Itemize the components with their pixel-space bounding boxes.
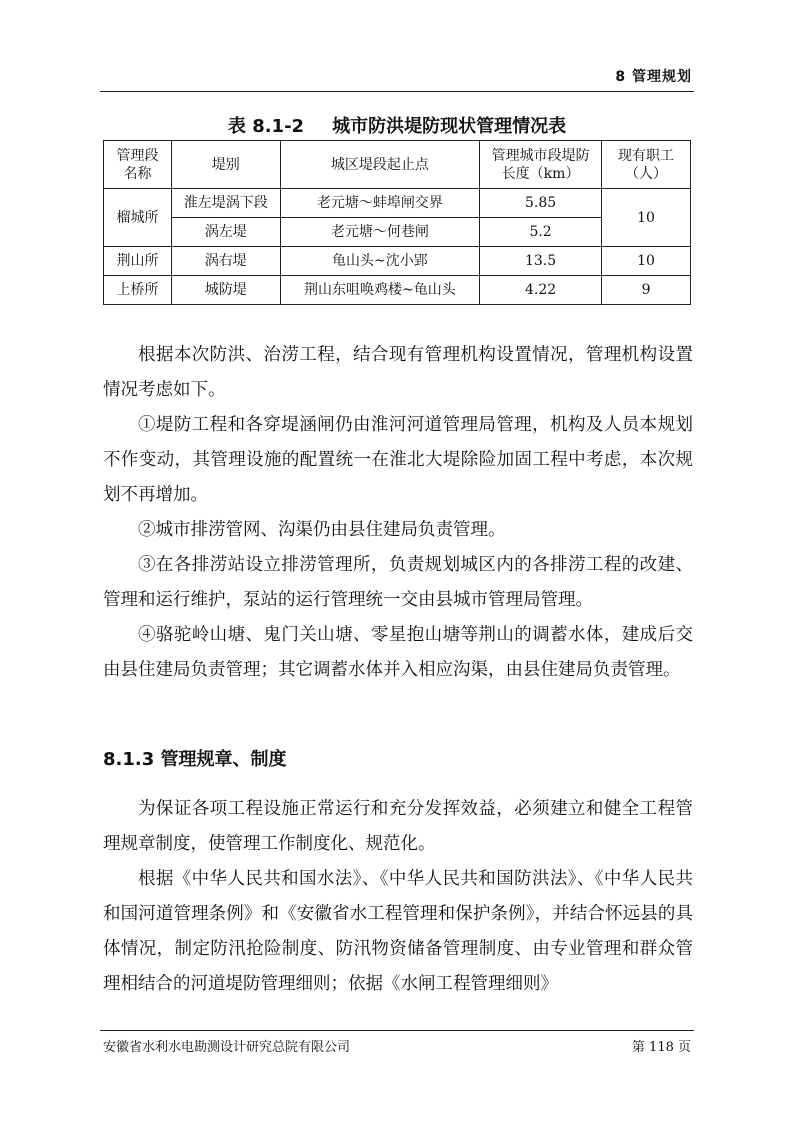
cell-range: 老元塘～何巷闸 (280, 218, 479, 247)
cell-dike: 涡右堤 (171, 247, 280, 276)
column-header: 堤别 (171, 141, 280, 189)
table-title-text: 城市防洪堤防现状管理情况表 (332, 116, 567, 137)
cell-length: 5.85 (480, 189, 602, 218)
body-text-block-a (103, 338, 693, 688)
column-header: 城区堤段起止点 (280, 141, 479, 189)
column-header: 现有职工（人） (602, 141, 691, 189)
cell-dike: 城防堤 (171, 276, 280, 305)
column-header: 管理城市段堤防长度（km） (480, 141, 602, 189)
paragraph: ④骆驼岭山塘、鬼门关山塘、零星抱山塘等荆山的调蓄水体，建成后交由县住建局负责管理；其它调蓄水体并入相应沟渠，由县住建局负责管理。 (103, 625, 693, 680)
body-text-block-b (103, 792, 693, 1002)
management-table (103, 140, 691, 305)
paragraph: 为保证各项工程设施正常运行和充分发挥效益，必须建立和健全工程管理规章制度，使管理工作制度化、规范化。 (103, 799, 693, 854)
table-row (104, 189, 691, 218)
cell-unit: 榴城所 (104, 189, 172, 247)
table-header-row (104, 141, 691, 189)
footer-organization: 安徽省水利水电勘测设计研究总院有限公司 (103, 1040, 351, 1055)
cell-length: 13.5 (480, 247, 602, 276)
paragraph: 根据本次防洪、治涝工程，结合现有管理机构设置情况，管理机构设置情况考虑如下。 (103, 345, 693, 400)
page-number: 第 118 页 (631, 1040, 691, 1055)
cell-dike: 淮左堤涡下段 (171, 189, 280, 218)
table-number: 表 8.1-2 (227, 116, 305, 137)
table-row (104, 276, 691, 305)
paragraph: ①堤防工程和各穿堤涵闸仍由淮河河道管理局管理，机构及人员本规划不作变动，其管理设施的配置统一在淮北大堤除险加固工程中考虑，本次规划不再增加。 (103, 415, 693, 505)
paragraph: ②城市排涝管网、沟渠仍由县住建局负责管理。 (138, 520, 506, 540)
header-rule (100, 91, 694, 92)
cell-staff: 10 (602, 189, 691, 247)
table-row (104, 247, 691, 276)
cell-unit: 上桥所 (104, 276, 172, 305)
cell-length: 4.22 (480, 276, 602, 305)
paragraph: ③在各排涝站设立排涝管理所，负责规划城区内的各排涝工程的改建、管理和运行维护，泵站的运行管理统一交由县城市管理局管理。 (103, 555, 693, 610)
running-header: 8 管理规划 (615, 69, 692, 85)
cell-dike: 涡左堤 (171, 218, 280, 247)
table-caption (0, 112, 794, 138)
cell-range: 荆山东咀唤鸡楼~龟山头 (280, 276, 479, 305)
column-header: 管理段名称 (104, 141, 172, 189)
footer-rule (100, 1030, 694, 1031)
cell-unit: 荆山所 (104, 247, 172, 276)
cell-range: 老元塘～蚌埠闸交界 (280, 189, 479, 218)
section-heading: 8.1.3 管理规章、制度 (103, 749, 287, 770)
paragraph: 根据《中华人民共和国水法》、《中华人民共和国防洪法》、《中华人民共和国河道管理条例》和《安徽省水工程管理和保护条例》，并结合怀远县的具体情况，制定防汛抢险制度、防汛物资储备管理制度、由专业管理和群众管理相结合的河道堤防管理细则；依据《水闸工程管理细则》 (103, 869, 693, 994)
cell-staff: 9 (602, 276, 691, 305)
cell-range: 龟山头~沈小郢 (280, 247, 479, 276)
cell-length: 5.2 (480, 218, 602, 247)
cell-staff: 10 (602, 247, 691, 276)
